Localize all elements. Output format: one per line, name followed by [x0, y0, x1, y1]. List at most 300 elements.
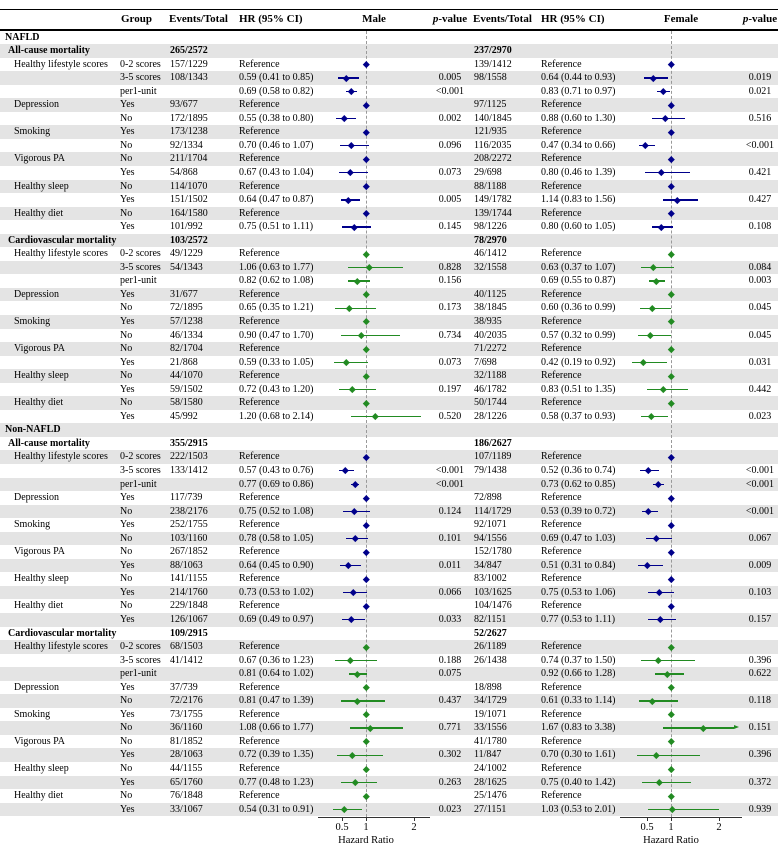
- pvalue-female-cell: <0.001: [745, 465, 775, 476]
- events-male-cell: 28/1063: [170, 749, 203, 761]
- point-marker-female: [649, 305, 655, 311]
- forest-plot-female-cell: [620, 234, 742, 248]
- hr-male-cell: Reference: [239, 343, 280, 355]
- forest-plot-female-cell: [620, 654, 742, 668]
- point-marker-female: [668, 129, 674, 135]
- forest-plot-female-cell: [620, 220, 742, 234]
- forest-plot-female-cell: [620, 315, 742, 329]
- point-marker-male: [363, 346, 369, 352]
- table-row: [0, 694, 778, 708]
- forest-plot-male-cell: [318, 437, 430, 451]
- pvalue-male-cell: [430, 572, 470, 586]
- pvalue-female-cell: <0.001: [745, 478, 775, 490]
- row-label: [0, 112, 118, 126]
- events-male-cell: 72/2176: [170, 695, 203, 707]
- point-marker-male: [363, 156, 369, 162]
- hr-male-cell: [236, 423, 318, 437]
- events-female-cell: 104/1476: [474, 600, 512, 612]
- forest-plot-female-cell: [620, 559, 742, 573]
- row-label: All-cause mortality: [8, 45, 90, 57]
- group-cell: Yes: [120, 492, 135, 504]
- events-female-cell: [470, 478, 538, 492]
- group-cell: Yes: [120, 681, 135, 693]
- group-cell: No: [120, 573, 133, 585]
- point-marker-female: [655, 481, 661, 487]
- pvalue-female-cell: 0.442: [748, 383, 772, 395]
- table-row: [0, 721, 778, 735]
- point-marker-male: [349, 752, 355, 758]
- events-female-cell: 38/935: [474, 315, 502, 327]
- events-male-cell: [166, 85, 236, 99]
- table-row: [0, 71, 778, 85]
- events-male-cell: 252/1755: [170, 519, 208, 531]
- forest-plot-male-cell: [318, 58, 430, 72]
- point-marker-female: [668, 210, 674, 216]
- hr-female-cell: 0.92 (0.66 to 1.28): [541, 668, 616, 680]
- hr-male-cell: 0.81 (0.64 to 1.02): [239, 668, 314, 680]
- hr-female-cell: [538, 423, 620, 437]
- pvalue-male-cell: 0.096: [438, 139, 462, 151]
- pvalue-female-cell: [742, 58, 778, 72]
- row-label: Vigorous PA: [14, 735, 65, 747]
- row-label: Healthy sleep: [14, 573, 69, 585]
- events-female-cell: 32/1558: [474, 261, 507, 273]
- group-cell: Yes: [120, 776, 135, 788]
- point-marker-male: [352, 779, 358, 785]
- forest-plot-male-cell: [318, 288, 430, 302]
- hr-male-cell: 0.57 (0.43 to 0.76): [239, 465, 314, 476]
- point-marker-male: [347, 169, 353, 175]
- row-label: Cardiovascular mortality: [8, 627, 117, 639]
- events-male-cell: 73/1755: [170, 708, 203, 720]
- forest-plot-female-cell: [620, 437, 742, 451]
- table-row: [0, 572, 778, 586]
- hr-female-cell: 0.80 (0.60 to 1.05): [541, 221, 616, 233]
- hr-female-cell: 0.63 (0.37 to 1.07): [541, 261, 616, 273]
- hr-male-cell: 0.59 (0.41 to 0.85): [239, 72, 314, 84]
- group-cell: Yes: [120, 166, 135, 178]
- hr-female-cell: Reference: [541, 315, 582, 327]
- events-male-cell: 114/1070: [170, 180, 208, 192]
- events-male-cell: 229/1848: [170, 600, 208, 612]
- row-label: [0, 301, 118, 315]
- axis-tick-female: [671, 817, 672, 821]
- group-cell: [118, 44, 166, 58]
- group-cell: No: [120, 112, 133, 124]
- group-cell: Yes: [120, 356, 135, 368]
- events-female-cell: 94/1556: [474, 532, 507, 544]
- pvalue-male-cell: 0.005: [438, 72, 462, 84]
- events-male-cell: 44/1155: [170, 763, 203, 775]
- row-label: [0, 410, 118, 424]
- point-marker-female: [645, 468, 651, 474]
- point-marker-female: [668, 684, 674, 690]
- col-header-blank: [0, 10, 118, 29]
- hr-male-cell: Reference: [239, 180, 280, 192]
- events-female-cell: 7/698: [474, 356, 497, 368]
- pvalue-female-cell: [742, 762, 778, 776]
- table-row: [0, 803, 778, 817]
- point-marker-male: [363, 644, 369, 650]
- hr-male-cell: Reference: [239, 600, 280, 612]
- row-label: Depression: [14, 492, 59, 504]
- hr-male-cell: Reference: [239, 735, 280, 747]
- hr-male-cell: 0.67 (0.36 to 1.23): [239, 654, 314, 666]
- hr-male-cell: 0.73 (0.53 to 1.02): [239, 586, 314, 598]
- pvalue-male-cell: [430, 31, 470, 45]
- pvalue-female-cell: [742, 640, 778, 654]
- point-marker-male: [341, 115, 347, 121]
- hr-female-cell: 0.70 (0.30 to 1.61): [541, 749, 616, 761]
- point-marker-male: [363, 129, 369, 135]
- point-marker-female: [657, 617, 663, 623]
- ci-line-female: [647, 389, 687, 390]
- group-cell: No: [120, 329, 133, 341]
- row-label: Cardiovascular mortality: [8, 234, 117, 246]
- hr-male-cell: 0.78 (0.58 to 1.05): [239, 532, 314, 544]
- pvalue-male-cell: 0.734: [438, 329, 462, 341]
- point-marker-male: [352, 481, 358, 487]
- events-male-cell: 211/1704: [170, 153, 208, 165]
- hr-male-cell: Reference: [239, 790, 280, 802]
- forest-plot-female-cell: [620, 450, 742, 464]
- axis-tick-male: [366, 817, 367, 821]
- pvalue-male-cell: 0.145: [438, 221, 462, 233]
- forest-plot-female-cell: [620, 762, 742, 776]
- events-male-cell: 117/739: [170, 492, 203, 504]
- pvalue-female-cell: [742, 518, 778, 532]
- forest-plot-female-cell: [620, 139, 742, 153]
- group-cell: 3-5 scores: [120, 465, 161, 476]
- hr-female-cell: Reference: [541, 343, 582, 355]
- hr-female-cell: [538, 31, 620, 45]
- hr-male-cell: Reference: [239, 315, 280, 327]
- table-body: [0, 31, 778, 817]
- point-marker-female: [647, 332, 653, 338]
- pvalue-female-cell: [742, 207, 778, 221]
- group-cell: Yes: [120, 410, 135, 422]
- row-label: Vigorous PA: [14, 546, 65, 558]
- events-female-cell: [470, 31, 538, 45]
- forest-plot-female-cell: [620, 44, 742, 58]
- point-marker-male: [354, 671, 360, 677]
- ci-line-male: [341, 782, 377, 783]
- events-male-cell: 238/2176: [170, 505, 208, 517]
- pvalue-female-cell: [742, 396, 778, 410]
- table-row: [0, 139, 778, 153]
- point-marker-male: [363, 183, 369, 189]
- events-female-cell: 83/1002: [474, 573, 507, 585]
- events-female-cell: 186/2627: [474, 437, 512, 449]
- events-male-cell: 267/1852: [170, 546, 208, 558]
- hr-female-cell: Reference: [541, 451, 582, 463]
- pvalue-female-cell: [742, 98, 778, 112]
- pvalue-male-cell: 0.124: [438, 505, 462, 517]
- group-cell: No: [120, 600, 133, 612]
- row-label: Depression: [14, 99, 59, 111]
- pvalue-male-cell: [430, 152, 470, 166]
- row-label: [0, 274, 118, 288]
- ci-line-male: [340, 145, 369, 146]
- point-marker-female: [668, 766, 674, 772]
- events-male-cell: 82/1704: [170, 343, 203, 355]
- group-cell: No: [120, 722, 133, 734]
- point-marker-female: [656, 779, 662, 785]
- pvalue-female-cell: 0.372: [748, 776, 772, 788]
- forest-plot-male-cell: [318, 478, 430, 492]
- pvalue-female-cell: [742, 234, 778, 248]
- pvalue-male-cell: 0.073: [438, 356, 462, 368]
- group-cell: [118, 437, 166, 451]
- row-label: [0, 139, 118, 153]
- events-male-cell: 133/1412: [170, 465, 208, 476]
- events-male-cell: 54/1343: [170, 261, 203, 273]
- row-label: All-cause mortality: [8, 437, 90, 449]
- events-female-cell: 24/1002: [474, 763, 507, 775]
- hr-male-cell: 0.55 (0.38 to 0.80): [239, 112, 314, 124]
- group-cell: Yes: [120, 708, 135, 720]
- events-female-cell: 78/2970: [474, 234, 507, 246]
- hr-female-cell: Reference: [541, 641, 582, 653]
- reference-line-female: [671, 31, 672, 817]
- pvalue-male-cell: [430, 599, 470, 613]
- table-row: [0, 478, 778, 492]
- pvalue-male-cell: [430, 288, 470, 302]
- group-cell: 0-2 scores: [120, 641, 161, 653]
- point-marker-female: [674, 197, 680, 203]
- group-cell: Yes: [120, 126, 135, 138]
- events-female-cell: 41/1780: [474, 735, 507, 747]
- hr-male-cell: 0.67 (0.43 to 1.04): [239, 166, 314, 178]
- group-cell: per1-unit: [120, 275, 157, 287]
- forest-plot-male-cell: [318, 627, 430, 641]
- forest-plot-female-cell: [620, 748, 742, 762]
- forest-plot-female-cell: [620, 721, 742, 735]
- forest-plot-female-cell: [620, 383, 742, 397]
- pvalue-male-cell: 0.101: [438, 532, 462, 544]
- row-label: [0, 694, 118, 708]
- axis-tick-male: [414, 817, 415, 821]
- group-cell: No: [120, 763, 133, 775]
- hr-female-cell: Reference: [541, 763, 582, 775]
- pvalue-male-cell: [430, 180, 470, 194]
- forest-plot-male-cell: [318, 708, 430, 722]
- axis-tick-label-female: 2: [716, 822, 722, 833]
- events-female-cell: 140/1845: [474, 112, 512, 124]
- pvalue-male-cell: [430, 98, 470, 112]
- pvalue-female-cell: [742, 288, 778, 302]
- events-male-cell: 265/2572: [170, 45, 208, 57]
- table-row: [0, 735, 778, 749]
- forest-plot-male-cell: [318, 85, 430, 99]
- forest-plot-male-cell: [318, 31, 430, 45]
- pvalue-male-cell: 0.188: [438, 654, 462, 666]
- pvalue-male-cell: [430, 369, 470, 383]
- point-marker-female: [649, 698, 655, 704]
- events-female-cell: 107/1189: [474, 451, 512, 463]
- row-label: [0, 85, 118, 99]
- point-marker-male: [354, 278, 360, 284]
- group-cell: Yes: [120, 194, 135, 206]
- group-cell: Yes: [120, 519, 135, 531]
- events-male-cell: 57/1238: [170, 315, 203, 327]
- pvalue-male-cell: [430, 762, 470, 776]
- col-header-pvalue-female: [742, 10, 778, 29]
- forest-plot-male-cell: [318, 193, 430, 207]
- hr-male-cell: 0.64 (0.47 to 0.87): [239, 194, 314, 206]
- hr-female-cell: Reference: [541, 397, 582, 409]
- row-label: Smoking: [14, 519, 51, 531]
- forest-plot-male-cell: [318, 654, 430, 668]
- forest-plot-male-cell: [318, 505, 430, 519]
- hr-female-cell: 0.77 (0.53 to 1.11): [541, 614, 616, 626]
- forest-plot-female-cell: [620, 518, 742, 532]
- hr-female-cell: Reference: [541, 126, 582, 138]
- forest-plot-male-cell: [318, 220, 430, 234]
- pvalue-male-cell: [430, 207, 470, 221]
- pvalue-female-cell: 0.031: [748, 356, 772, 368]
- hr-male-cell: [236, 437, 318, 451]
- axis-tick-label-female: 1: [668, 822, 674, 833]
- forest-plot-female-cell: [620, 152, 742, 166]
- events-female-cell: 28/1226: [474, 410, 507, 422]
- hr-male-cell: Reference: [239, 708, 280, 720]
- ci-line-female: [648, 809, 719, 810]
- point-marker-male: [343, 75, 349, 81]
- table-row: [0, 599, 778, 613]
- point-marker-female: [668, 793, 674, 799]
- p-suffix: -value: [748, 13, 778, 25]
- hr-male-cell: Reference: [239, 763, 280, 775]
- forest-plot-male-cell: [318, 234, 430, 248]
- hr-male-cell: 0.70 (0.46 to 1.07): [239, 139, 314, 151]
- ci-line-male: [348, 267, 403, 268]
- forest-plot-male-cell: [318, 599, 430, 613]
- ci-line-female: [638, 335, 670, 336]
- events-male-cell: [166, 274, 236, 288]
- hr-male-cell: Reference: [239, 288, 280, 300]
- table-row: [0, 518, 778, 532]
- ci-line-male: [335, 660, 377, 661]
- events-male-cell: 103/2572: [170, 234, 208, 246]
- group-cell: per1-unit: [120, 668, 157, 680]
- row-label: [0, 667, 118, 681]
- pvalue-female-cell: 0.045: [748, 302, 772, 314]
- point-marker-male: [367, 725, 373, 731]
- pvalue-male-cell: [430, 627, 470, 641]
- group-cell: No: [120, 139, 133, 151]
- group-cell: No: [120, 546, 133, 558]
- col-header-female: Female: [663, 13, 699, 25]
- group-cell: No: [120, 735, 133, 747]
- point-marker-male: [363, 373, 369, 379]
- pvalue-female-cell: [742, 44, 778, 58]
- row-label: [0, 220, 118, 234]
- forest-plot-female-cell: [620, 207, 742, 221]
- group-cell: Yes: [120, 586, 135, 598]
- pvalue-male-cell: 0.066: [438, 586, 462, 598]
- forest-plot-female-cell: [620, 586, 742, 600]
- table-row: [0, 654, 778, 668]
- forest-plot-female-cell: [620, 85, 742, 99]
- hr-male-cell: 0.72 (0.43 to 1.20): [239, 383, 314, 395]
- table-row: [0, 776, 778, 790]
- forest-plot-female-cell: [620, 261, 742, 275]
- table-row: [0, 329, 778, 343]
- hr-male-cell: Reference: [239, 641, 280, 653]
- group-cell: per1-unit: [120, 478, 157, 490]
- hr-female-cell: Reference: [541, 519, 582, 531]
- hr-male-cell: 1.20 (0.68 to 2.14): [239, 410, 314, 422]
- hr-male-cell: Reference: [239, 370, 280, 382]
- events-male-cell: 214/1760: [170, 586, 208, 598]
- hr-female-cell: 0.47 (0.34 to 0.66): [541, 139, 616, 151]
- row-label: Vigorous PA: [14, 153, 65, 165]
- table-row: [0, 220, 778, 234]
- pvalue-female-cell: 0.108: [748, 221, 772, 233]
- pvalue-female-cell: [742, 681, 778, 695]
- forest-plot-male-cell: [318, 369, 430, 383]
- events-male-cell: 31/677: [170, 288, 198, 300]
- point-marker-female: [668, 183, 674, 189]
- hr-male-cell: Reference: [239, 207, 280, 219]
- forest-plot-female-cell: [620, 288, 742, 302]
- row-label: [0, 532, 118, 546]
- point-marker-female: [653, 535, 659, 541]
- events-male-cell: 103/1160: [170, 532, 208, 544]
- forest-plot-female-cell: [620, 789, 742, 803]
- forest-plot-female-cell: [620, 776, 742, 790]
- hr-male-cell: Reference: [239, 153, 280, 165]
- table-row: [0, 98, 778, 112]
- forest-plot-female-cell: [620, 356, 742, 370]
- table-header: [0, 10, 778, 29]
- group-cell: No: [120, 370, 133, 382]
- hr-male-cell: 0.90 (0.47 to 1.70): [239, 329, 314, 341]
- x-axis-title-female: Hazard Ratio: [643, 835, 699, 846]
- col-header-hr-female: HR (95% CI): [541, 13, 605, 25]
- hr-female-cell: 1.03 (0.53 to 2.01): [541, 803, 616, 815]
- table-row: [0, 748, 778, 762]
- row-label: NAFLD: [5, 31, 40, 43]
- point-marker-male: [343, 359, 349, 365]
- forest-plot-male-cell: [318, 383, 430, 397]
- forest-plot-male-cell: [318, 71, 430, 85]
- forest-plot-female-cell: [620, 31, 742, 45]
- point-marker-female: [640, 359, 646, 365]
- hr-male-cell: [236, 31, 318, 45]
- table-row: [0, 247, 778, 261]
- hr-male-cell: 0.77 (0.48 to 1.23): [239, 776, 314, 788]
- forest-plot-male-cell: [318, 44, 430, 58]
- forest-plot-male-cell: [318, 247, 430, 261]
- hr-male-cell: 0.72 (0.39 to 1.35): [239, 749, 314, 761]
- group-cell: [118, 423, 166, 437]
- forest-plot-male-cell: [318, 694, 430, 708]
- events-male-cell: [166, 31, 236, 45]
- point-marker-male: [363, 400, 369, 406]
- events-male-cell: 93/677: [170, 99, 198, 111]
- forest-plot-female-cell: [620, 98, 742, 112]
- pvalue-female-cell: 0.396: [748, 749, 772, 761]
- point-marker-male: [346, 305, 352, 311]
- forest-plot-male-cell: [318, 396, 430, 410]
- forest-plot-female-cell: [620, 342, 742, 356]
- pvalue-male-cell: 0.005: [438, 194, 462, 206]
- group-cell: No: [120, 153, 133, 165]
- group-cell: Yes: [120, 803, 135, 815]
- hr-male-cell: 1.08 (0.66 to 1.77): [239, 722, 314, 734]
